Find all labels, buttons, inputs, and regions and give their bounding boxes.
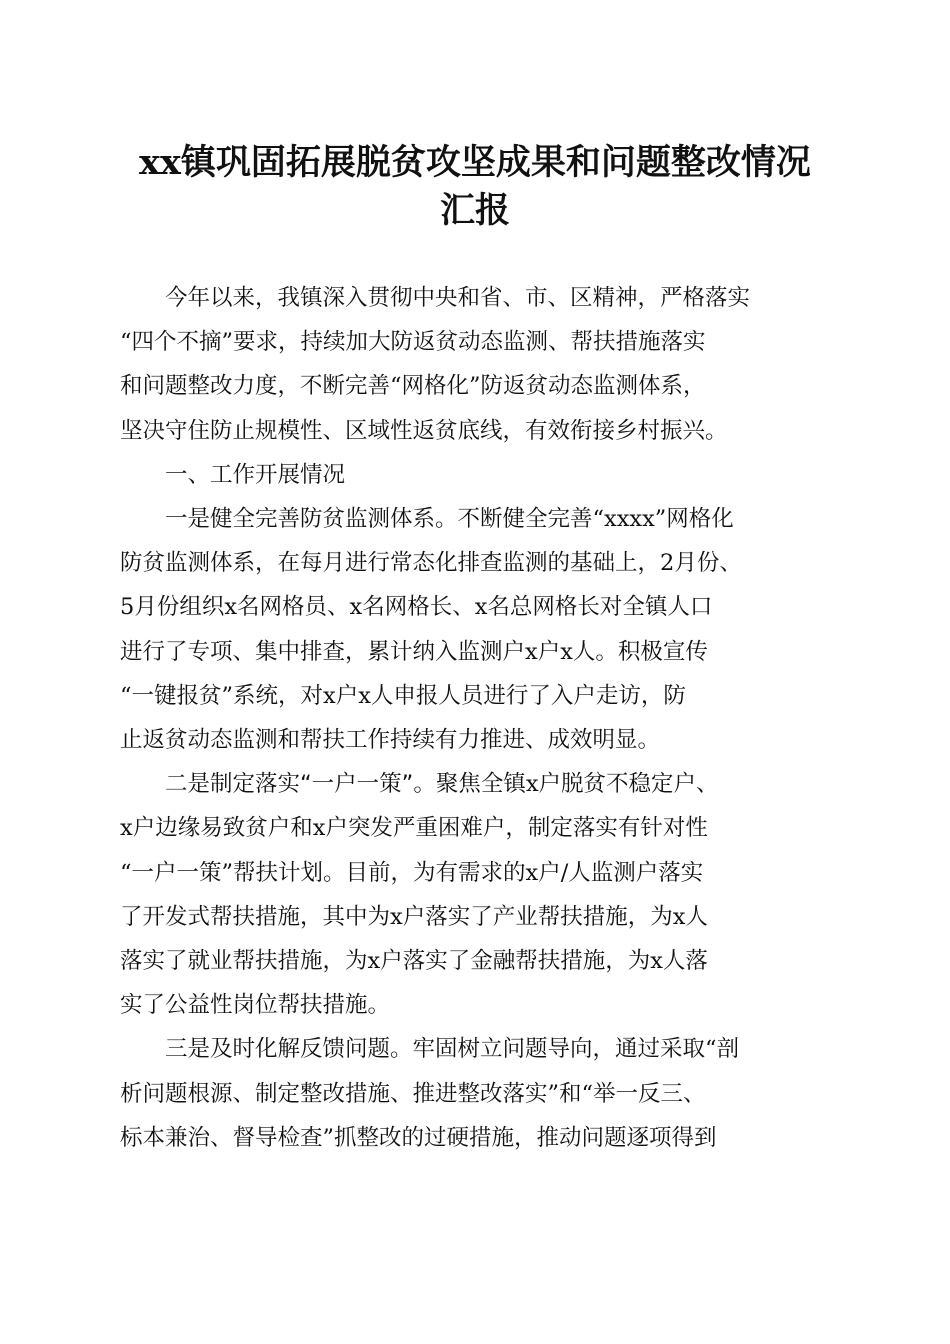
document-title-line-2: 汇报 <box>439 190 510 231</box>
item2-line: 落实了就业帮扶措施，为x户落实了金融帮扶措施，为x人落 <box>120 948 708 975</box>
item2-line: x户边缘易致贫户和x户突发严重困难户，制定落实有针对性 <box>120 815 708 842</box>
item2-line: 了开发式帮扶措施，其中为x户落实了产业帮扶措施，为x人 <box>120 903 708 930</box>
item1-lead: 一是健全完善防贫监测体系。 <box>165 506 458 533</box>
intro-line: 坚决守住防止规模性、区域性返贫底线，有效衔接乡村振兴。 <box>120 417 728 444</box>
document-title-line-1: xx镇巩固拓展脱贫攻坚成果和问题整改情况 <box>139 142 811 183</box>
item2-first-line <box>120 762 830 806</box>
item1-line: 不断健全完善“xxxx”网格化 <box>457 506 734 533</box>
item3-lead: 三是及时化解反馈问题。 <box>165 1036 413 1063</box>
item3-line: 标本兼治、督导检查”抓整改的过硬措施，推动问题逐项得到 <box>120 1124 717 1151</box>
document-body <box>120 276 830 1160</box>
item3-line: 析问题根源、制定整改措施、推进整改落实”和“举一反三、 <box>120 1080 706 1107</box>
intro-line: 今年以来，我镇深入贯彻中央和省、市、区精神，严格落实 <box>165 285 751 311</box>
item1-first-line <box>120 497 830 541</box>
item1-line: 5月份组织x名网格员、x名网格长、x名总网格长对全镇人口 <box>120 594 713 621</box>
item3-paragraph <box>120 1027 830 1160</box>
item2-line: 聚焦全镇x户脱贫不稳定户、 <box>435 771 719 798</box>
section-heading: 一、工作开展情况 <box>165 461 346 488</box>
intro-line: “四个不摘”要求，持续加大防返贫动态监测、帮扶措施落实 <box>120 329 706 356</box>
item1-line: “一键报贫”系统，对x户x人申报人员进行了入户走访，防 <box>120 682 686 709</box>
item1-paragraph <box>120 497 830 762</box>
intro-paragraph <box>120 276 830 453</box>
item2-line: 实了公益性岗位帮扶措施。 <box>120 992 391 1019</box>
item1-line: 进行了专项、集中排查，累计纳入监测户x户x人。积极宣传 <box>120 638 708 665</box>
intro-line: 和问题整改力度，不断完善“网格化”防返贫动态监测体系， <box>120 373 706 400</box>
item2-paragraph <box>120 762 830 1027</box>
item1-line: 止返贫动态监测和帮扶工作持续有力推进、成效明显。 <box>120 727 661 754</box>
item2-line: “一户一策”帮扶计划。目前，为有需求的x户/人监测户落实 <box>120 859 704 886</box>
item2-lead: 二是制定落实“一户一策”。 <box>165 771 436 798</box>
item1-line: 防贫监测体系，在每月进行常态化排查监测的基础上，2月份、 <box>120 550 742 577</box>
item3-first-line <box>120 1027 830 1071</box>
item3-line: 牢固树立问题导向，通过采取“剖 <box>412 1036 740 1063</box>
